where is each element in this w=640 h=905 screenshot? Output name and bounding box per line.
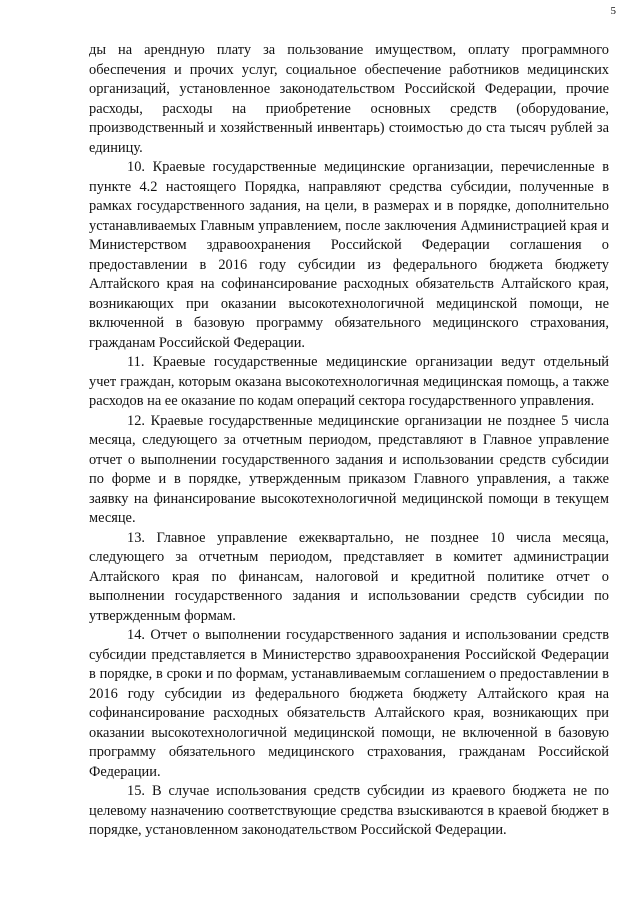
- paragraph-continuation: ды на арендную плату за пользование имуществом, оплату программного обеспечения и прочих услуг, социальное обеспечение работников медицинских организаций, установленное законодательством Российской Федерации, прочие расходы, расходы на приобретение основных средств (оборудование, производственный и хозяйственный инвентарь) стоимостью до ста тысяч рублей за единицу.: [89, 42, 609, 156]
- paragraph-10: 10. Краевые государственные медицинские организации, перечисленные в пункте 4.2 настоящего Порядка, направляют средства субсидии, полученные в рамках государственного задания, на цели, в размерах и в порядке, дополнительно устанавливаемых Главным управлением, после заключения Администрацией края и Министерством здравоохранения Российской Федерации соглашения о предоставлении в 2016 году субсидии из федерального бюджета бюджету Алтайского края на софинансирование расходных обязательств Алтайского края, возникающих при оказании высокотехнологичной медицинской помощи, не включенной в базовую программу обязательного медицинского страхования, гражданам Российской Федерации.: [89, 159, 609, 351]
- paragraph-11: 11. Краевые государственные медицинские организации ведут отдельный учет граждан, которым оказана высокотехнологичная медицинская помощь, а также расходов на ее оказание по кодам операций сектора государственного управления.: [89, 354, 609, 409]
- page-number: 5: [610, 5, 616, 17]
- paragraph-13: 13. Главное управление ежеквартально, не позднее 10 числа месяца, следующего за отчетным периодом, представляет в комитет администрации Алтайского края по финансам, налоговой и кредитной политике отчет о выполнении государственного задания и использовании средств субсидии по утвержденным формам.: [89, 529, 609, 624]
- document-body: [89, 41, 609, 841]
- paragraph-14: 14. Отчет о выполнении государственного задания и использовании средств субсидии представляется в Министерство здравоохранения Российской Федерации в порядке, в сроки и по формам, устанавливаемым соглашением о предоставлении в 2016 году субсидии из федерального бюджета бюджету Алтайского края на софинансирование расходных обязательств Алтайского края, возникающих при оказании высокотехнологичной медицинской помощи, не включенной в базовую программу обязательного медицинского страхования, гражданам Российской Федерации.: [89, 627, 609, 780]
- paragraph-12: 12. Краевые государственные медицинские организации не позднее 5 числа месяца, следующего за отчетным периодом, представляют в Главное управление отчет о выполнении государственного задания и использовании средств субсидии по форме и в порядке, утвержденным приказом Главного управления, а также заявку на финансирование высокотехнологичной медицинской помощи в текущем месяце.: [89, 412, 609, 526]
- paragraph-15: 15. В случае использования средств субсидии из краевого бюджета не по целевому назначению соответствующие средства взыскиваются в краевой бюджет в порядке, установленном законодательством Российской Федерации.: [89, 783, 609, 838]
